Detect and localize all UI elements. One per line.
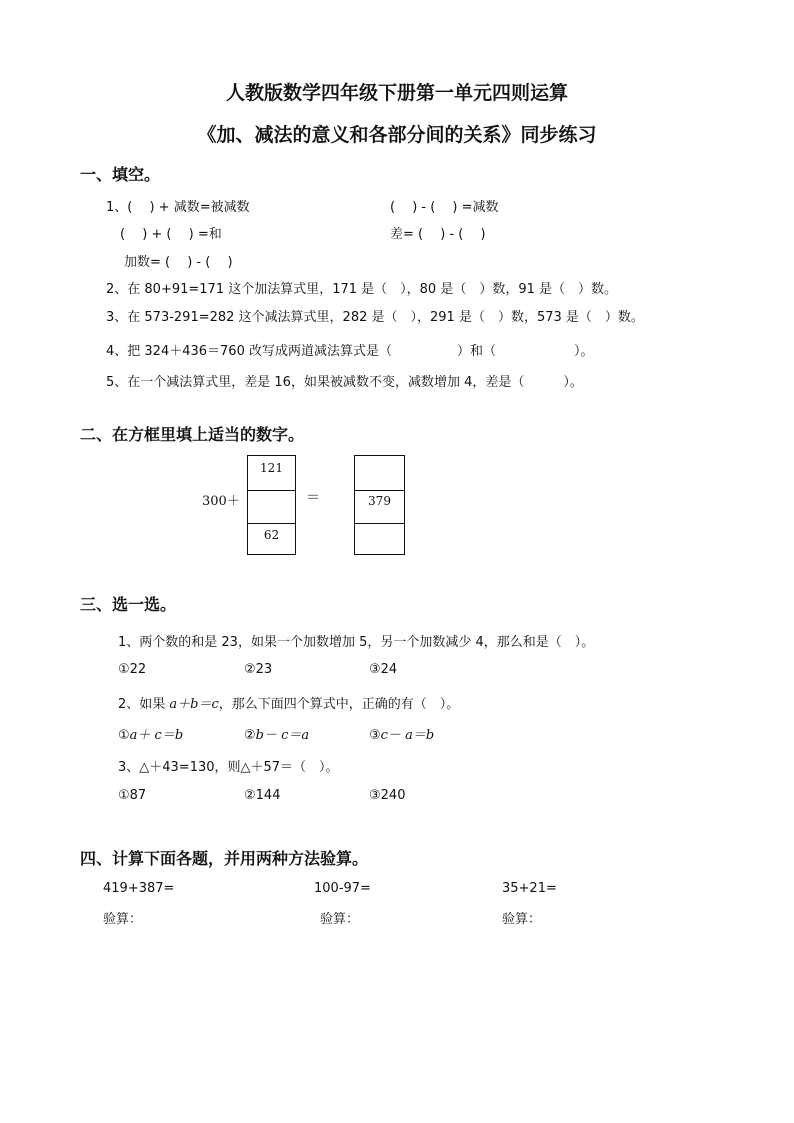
s3-q2-option-3-marker: ③ bbox=[369, 728, 381, 743]
s3-q3: 3、△＋43=130，则△＋57＝（ ）。 bbox=[118, 760, 339, 775]
s3-q2-option-1-marker: ① bbox=[118, 728, 130, 743]
s3-q2-prefix: 2、如果 bbox=[118, 697, 170, 712]
left-box-cell-bottom: 62 bbox=[248, 523, 295, 555]
s1-q1-line-a: 1、( ) + 减数=被减数 bbox=[106, 200, 250, 215]
s4-check-label-3: 验算： bbox=[502, 912, 542, 927]
s4-problem-2: 100-97= bbox=[314, 881, 371, 896]
right-box-cell-middle: 379 bbox=[355, 490, 404, 523]
s3-q2-option-3 bbox=[369, 724, 434, 743]
right-box-cell-bottom[interactable] bbox=[355, 523, 404, 555]
s3-q2-option-1 bbox=[118, 724, 183, 743]
s3-q1-option-2: ②23 bbox=[244, 662, 273, 677]
s3-q3-option-1: ①87 bbox=[118, 788, 147, 803]
section-1-heading: 一、填空。 bbox=[80, 165, 161, 184]
s1-q1-line-c: ( ) + ( ) =和 bbox=[120, 227, 222, 242]
s3-q2 bbox=[118, 693, 459, 712]
s1-q1-line-b: ( ) - ( ) =减数 bbox=[390, 200, 499, 215]
s3-q2-suffix: ，那么下面四个算式中，正确的有（ ）。 bbox=[218, 697, 460, 712]
s3-q3-option-2: ②144 bbox=[244, 788, 281, 803]
s4-problem-1: 419+387= bbox=[103, 881, 175, 896]
s3-q2-option-2-marker: ② bbox=[244, 728, 256, 743]
s3-q1: 1、两个数的和是 23，如果一个加数增加 5，另一个加数减少 4，那么和是（ ）。 bbox=[118, 635, 595, 650]
s4-problem-3: 35+21= bbox=[502, 881, 557, 896]
left-box-cell-top: 121 bbox=[260, 461, 283, 475]
s3-q2-option-2-expression: b－ c＝a bbox=[255, 728, 310, 743]
s3-q2-option-3-expression: c－ a＝b bbox=[380, 728, 435, 743]
s3-q1-option-1: ①22 bbox=[118, 662, 147, 677]
right-digit-box bbox=[354, 455, 405, 555]
s3-q1-option-3: ③24 bbox=[369, 662, 398, 677]
s1-q1-line-d: 差= ( ) - ( ) bbox=[390, 227, 486, 242]
s2-equals-sign: ＝ bbox=[306, 490, 320, 506]
s4-check-label-2: 验算： bbox=[320, 912, 360, 927]
page-title: 人教版数学四年级下册第一单元四则运算 bbox=[225, 82, 568, 104]
right-box-cell-top[interactable] bbox=[355, 456, 404, 490]
s1-q3: 3、在 573-291=282 这个减法算式里，282 是（ ），291 是（ ）数，573 是（ ）数。 bbox=[106, 310, 644, 325]
s3-q2-expression: a＋b＝c bbox=[169, 697, 219, 712]
s3-q2-option-2 bbox=[244, 724, 309, 743]
s3-q2-option-1-expression: a＋ c＝b bbox=[129, 728, 184, 743]
section-4-heading: 四、计算下面各题，并用两种方法验算。 bbox=[80, 849, 369, 868]
s4-check-label-1: 验算： bbox=[103, 912, 143, 927]
section-3-heading: 三、选一选。 bbox=[80, 595, 177, 614]
s1-q5: 5、在一个减法算式里，差是 16，如果被减数不变，减数增加 4，差是（ ）。 bbox=[106, 375, 583, 390]
s2-prefix: 300＋ bbox=[202, 494, 240, 509]
s1-q4: 4、把 324＋436＝760 改写成两道减法算式是（ ）和（ ）。 bbox=[106, 344, 594, 359]
left-digit-box bbox=[247, 455, 296, 555]
s1-q1-line-e: 加数= ( ) - ( ) bbox=[124, 255, 233, 270]
s3-q3-option-3: ③240 bbox=[369, 788, 406, 803]
s1-q2: 2、在 80+91=171 这个加法算式里，171 是（ ），80 是（ ）数，91 是（ ）数。 bbox=[106, 282, 618, 297]
section-2-heading: 二、在方框里填上适当的数字。 bbox=[80, 425, 305, 444]
left-box-cell-middle[interactable] bbox=[248, 490, 295, 523]
page-subtitle: 《加、减法的意义和各部分间的关系》同步练习 bbox=[197, 124, 597, 146]
